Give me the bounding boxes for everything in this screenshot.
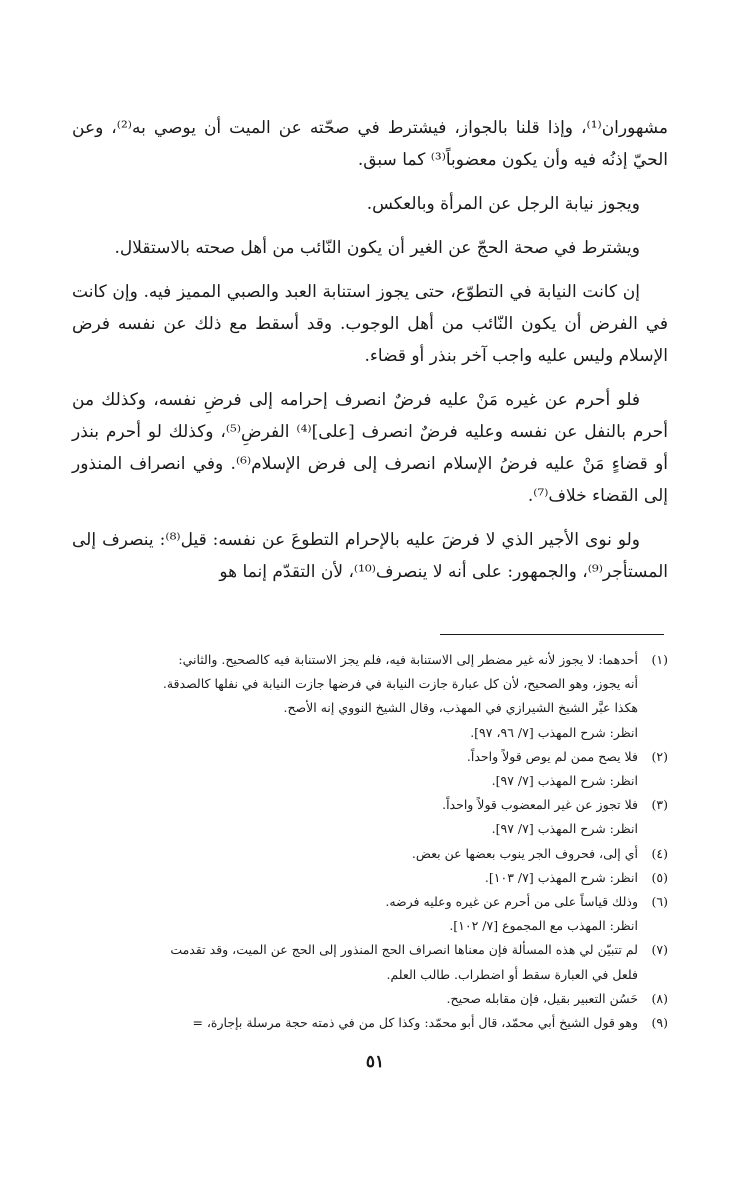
footnote-5 [72,866,668,890]
footnote-text: أي إلى، فحروف الجر ينوب بعضها عن بعض. [411,845,638,861]
footnote-number: (٩) [651,1015,668,1031]
paragraph: مشهوران⁽¹⁾، وإذا قلنا بالجواز، فيشترط في صحّته عن الميت أن يوصي به⁽²⁾، وعن الحيّ إذنُه فيه وأن يكون معضوباً⁽³⁾ كما سبق. [72,118,668,170]
footnote-6 [72,890,668,914]
footnote-text: حَسُن التعبير بقيل، فإن مقابله صحيح. [446,990,638,1006]
footnote-9 [72,1011,668,1035]
footnote-text: لم تتبيّن لي هذه المسألة فإن معناها انصراف الحج المنذور إلى الحج عن الميت، وقد تقدمت [170,942,638,958]
footnote-8 [72,987,668,1011]
paragraph: فلو أحرم عن غيره مَنْ عليه فرضٌ انصرف إحرامه إلى فرضِ نفسه، وكذلك من أحرم بالنفل عن نفسه وعليه فرضٌ انصرف [على]⁽⁴⁾ الفرضِ⁽⁵⁾، وكذلك لو أحرم بنذر أو قضاءٍ مَنْ عليه فرضُ الإسلام انصرف إلى فرض الإسلام⁽⁶⁾. وفي انصراف المنذور إلى القضاء خلاف⁽⁷⁾. [72,390,669,506]
footnote-line: انظر: شرح المهذب [٧/ ٩٦، ٩٧]. [470,724,638,740]
footnote-text: انظر: شرح المهذب [٧/ ١٠٣]. [484,869,638,885]
footnote-number: (٦) [651,894,668,910]
footnote-number: (٢) [651,748,668,764]
main-text [72,112,668,600]
paragraph: ويشترط في صحة الحجّ عن الغير أن يكون النّائب من أهل صحته بالاستقلال. [114,238,640,258]
footnote-line: انظر: شرح المهذب [٧/ ٩٧]. [491,821,638,837]
footnote-text: أحدهما: لا يجوز لأنه غير مضطر إلى الاستنابة فيه، فلم يجز الاستنابة فيه كالصحيح. والثاني: [178,652,638,667]
footnote-text: وهو قول الشيخ أبي محمّد، قال أبو محمّد: وكذا كل من في ذمته حجة مرسلة بإجارة، = [192,1015,638,1031]
footnote-line: انظر: شرح المهذب [٧/ ٩٧]. [491,773,638,789]
footnote-7 [72,938,668,962]
footnote-text: فلا تجوز عن غير المعضوب قولاً واحداً. [442,797,638,813]
footnote-number: (١) [651,652,668,667]
footnote-number: (٣) [651,797,668,813]
footnote-divider [440,634,664,635]
footnote-text: وذلك قياساً على من أحرم عن غيره وعليه فرضه. [385,894,638,910]
footnotes [72,648,668,1035]
footnote-number: (٤) [651,845,668,861]
footnote-line: انظر: المهذب مع المجموع [٧/ ١٠٢]. [449,918,638,934]
footnote-line: هكذا عبَّر الشيخ الشيرازي في المهذب، وقال الشيخ النووي إنه الأصح. [283,700,638,716]
footnote-line: أنه يجوز، وهو الصحيح، لأن كل عبارة جازت النيابة في فرضها جازت النيابة في نفلها كالصدقة. [162,676,638,692]
footnote-text: فلا يصح ممن لم يوص قولاً واحداً. [466,748,638,764]
footnote-number: (٥) [651,869,668,885]
footnote-number: (٨) [651,990,668,1006]
footnote-2 [72,745,668,769]
footnote-1 [72,648,668,672]
paragraph: إن كانت النيابة في التطوّع، حتى يجوز استنابة العبد والصبي المميز فيه. وإن كانت في الفرض أن يكون النّائب من أهل الوجوب. وقد أسقط مع ذلك عن نفسه فرض الإسلام وليس عليه واجب آخر بنذر أو قضاء. [72,282,668,366]
footnote-4 [72,842,668,866]
footnote-3 [72,793,668,817]
footnote-line: فلعل في العبارة سقط أو اضطراب. طالب العلم. [386,966,638,982]
page-number: ٥١ [365,1052,385,1072]
footnote-number: (٧) [651,942,668,958]
paragraph: ويجوز نيابة الرجل عن المرأة وبالعكس. [366,194,640,214]
paragraph: ولو نوى الأجير الذي لا فرضَ عليه بالإحرام التطوعَ عن نفسه: قيل⁽⁸⁾: ينصرف إلى المستأجر⁽⁹⁾، والجمهور: على أنه لا ينصرف⁽¹⁰⁾، لأن التقدّم إنما هو [72,530,668,582]
